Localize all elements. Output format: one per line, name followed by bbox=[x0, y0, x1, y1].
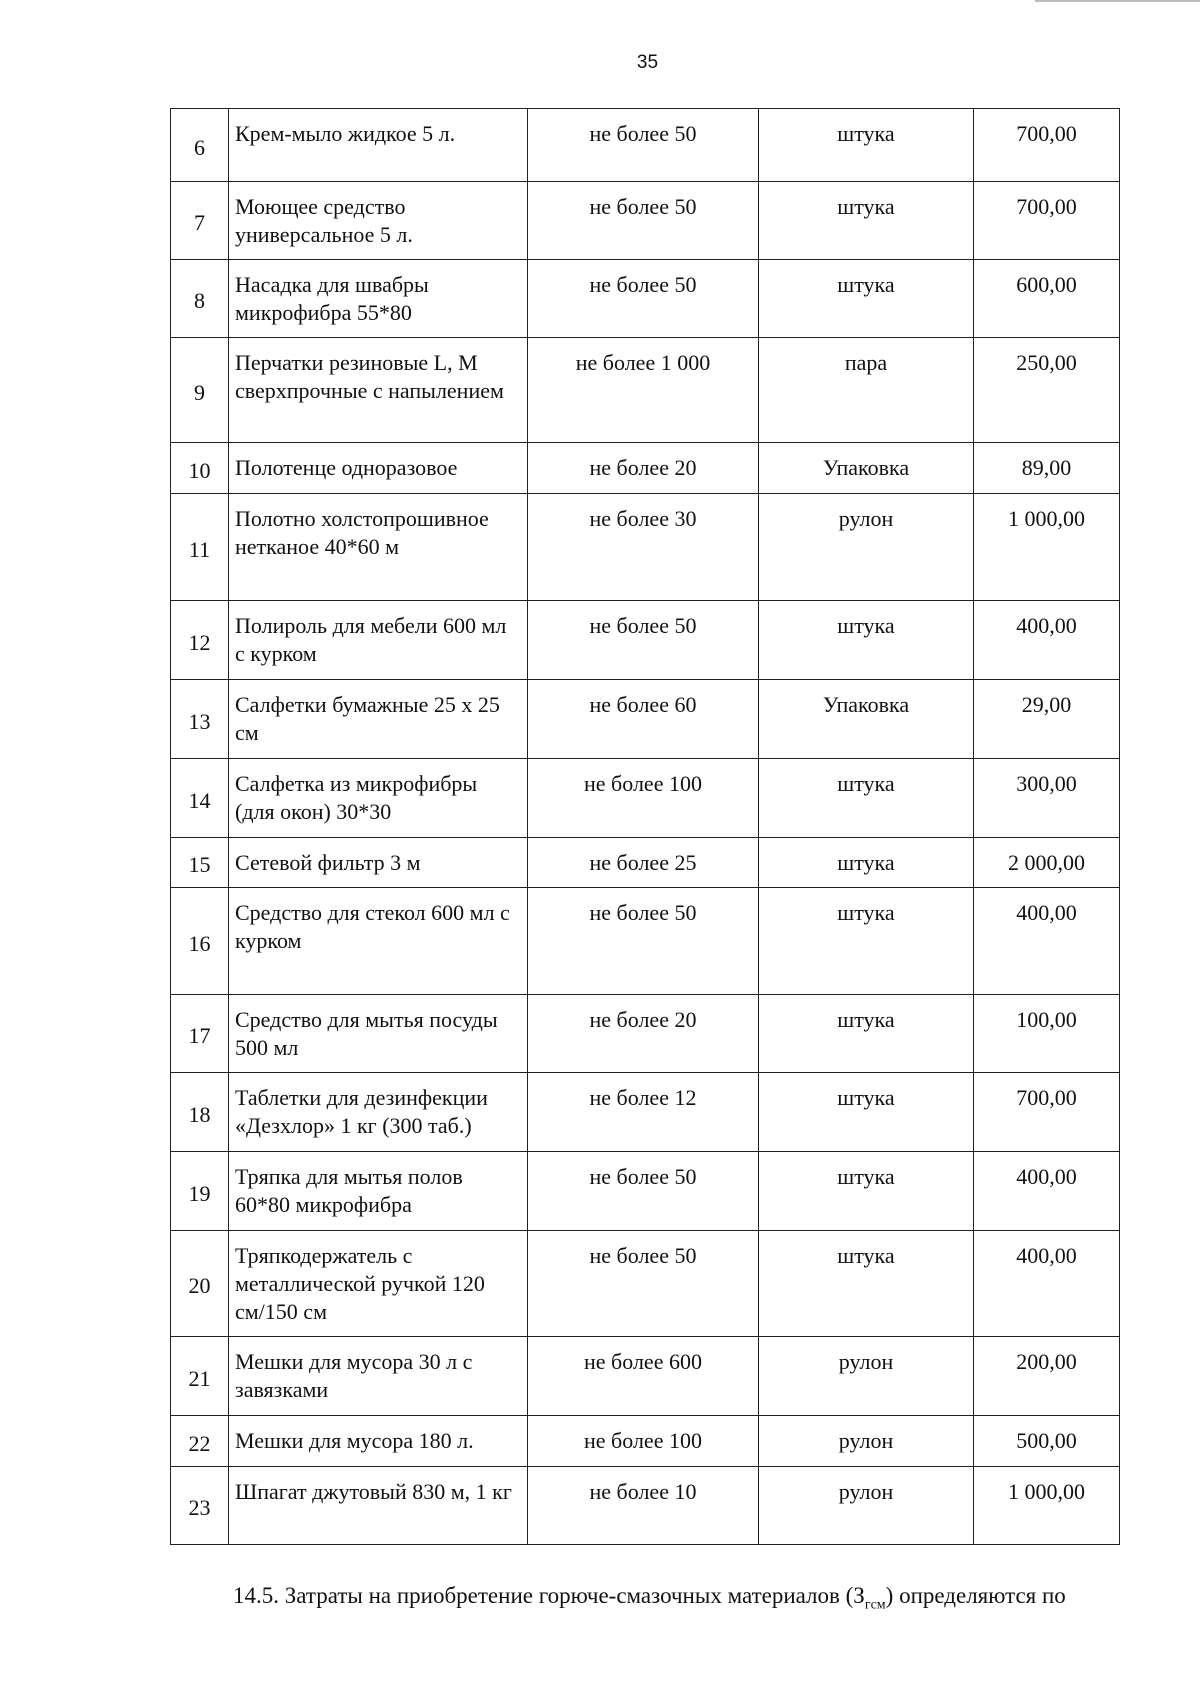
item-quantity: не более 30 bbox=[528, 494, 759, 601]
item-name: Шпагат джутовый 830 м, 1 кг bbox=[229, 1467, 528, 1545]
table-body bbox=[171, 109, 1120, 1545]
item-unit: штука bbox=[759, 838, 974, 888]
item-price: 700,00 bbox=[974, 182, 1120, 260]
item-name: Моющее средство универсальное 5 л. bbox=[229, 182, 528, 260]
item-unit: штука bbox=[759, 109, 974, 182]
table-row bbox=[171, 1073, 1120, 1152]
item-unit: штука bbox=[759, 260, 974, 338]
item-unit: Упаковка bbox=[759, 680, 974, 759]
row-number: 14 bbox=[171, 759, 229, 838]
row-number: 23 bbox=[171, 1467, 229, 1545]
table-row bbox=[171, 680, 1120, 759]
item-name: Полотенце одноразовое bbox=[229, 443, 528, 494]
item-quantity: не более 50 bbox=[528, 109, 759, 182]
table-row bbox=[171, 182, 1120, 260]
table-row bbox=[171, 443, 1120, 494]
paragraph-14-5 bbox=[233, 1583, 1133, 1614]
table-row bbox=[171, 759, 1120, 838]
table-row bbox=[171, 1337, 1120, 1416]
item-price: 500,00 bbox=[974, 1416, 1120, 1467]
item-quantity: не более 20 bbox=[528, 995, 759, 1073]
item-price: 100,00 bbox=[974, 995, 1120, 1073]
item-name: Полироль для мебели 600 мл с курком bbox=[229, 601, 528, 680]
row-number: 17 bbox=[171, 995, 229, 1073]
scan-edge-rule bbox=[1035, 0, 1200, 2]
item-price: 400,00 bbox=[974, 888, 1120, 995]
item-price: 400,00 bbox=[974, 601, 1120, 680]
item-name: Средство для мытья посуды 500 мл bbox=[229, 995, 528, 1073]
row-number: 16 bbox=[171, 888, 229, 995]
item-name: Мешки для мусора 180 л. bbox=[229, 1416, 528, 1467]
paragraph-text-end: ) определяются по bbox=[885, 1583, 1066, 1608]
item-unit: рулон bbox=[759, 494, 974, 601]
item-quantity: не более 50 bbox=[528, 260, 759, 338]
item-name: Тряпкодержатель с металлической ручкой 120 см/150 см bbox=[229, 1231, 528, 1337]
item-price: 2 000,00 bbox=[974, 838, 1120, 888]
item-price: 700,00 bbox=[974, 1073, 1120, 1152]
supplies-table bbox=[170, 108, 1120, 1545]
item-name: Таблетки для дезинфекции «Дезхлор» 1 кг (300 таб.) bbox=[229, 1073, 528, 1152]
row-number: 15 bbox=[171, 838, 229, 888]
item-quantity: не более 100 bbox=[528, 759, 759, 838]
item-price: 250,00 bbox=[974, 338, 1120, 443]
item-name: Сетевой фильтр 3 м bbox=[229, 838, 528, 888]
item-unit: пара bbox=[759, 338, 974, 443]
row-number: 12 bbox=[171, 601, 229, 680]
row-number: 18 bbox=[171, 1073, 229, 1152]
item-name: Салфетки бумажные 25 х 25 см bbox=[229, 680, 528, 759]
item-price: 700,00 bbox=[974, 109, 1120, 182]
table-row bbox=[171, 494, 1120, 601]
item-unit: штука bbox=[759, 1231, 974, 1337]
item-price: 400,00 bbox=[974, 1231, 1120, 1337]
item-name: Мешки для мусора 30 л с завязками bbox=[229, 1337, 528, 1416]
item-quantity: не более 10 bbox=[528, 1467, 759, 1545]
table-row bbox=[171, 260, 1120, 338]
item-quantity: не более 50 bbox=[528, 1231, 759, 1337]
table-row bbox=[171, 1152, 1120, 1231]
item-name: Тряпка для мытья полов 60*80 микрофибра bbox=[229, 1152, 528, 1231]
row-number: 19 bbox=[171, 1152, 229, 1231]
table-row bbox=[171, 995, 1120, 1073]
row-number: 21 bbox=[171, 1337, 229, 1416]
item-price: 1 000,00 bbox=[974, 1467, 1120, 1545]
item-name: Средство для стекол 600 мл с курком bbox=[229, 888, 528, 995]
item-quantity: не более 50 bbox=[528, 601, 759, 680]
item-name: Салфетка из микрофибры (для окон) 30*30 bbox=[229, 759, 528, 838]
row-number: 9 bbox=[171, 338, 229, 443]
item-unit: штука bbox=[759, 601, 974, 680]
row-number: 8 bbox=[171, 260, 229, 338]
item-price: 300,00 bbox=[974, 759, 1120, 838]
item-unit: штука bbox=[759, 1073, 974, 1152]
table-row bbox=[171, 888, 1120, 995]
item-quantity: не более 100 bbox=[528, 1416, 759, 1467]
table-row bbox=[171, 1416, 1120, 1467]
item-unit: рулон bbox=[759, 1467, 974, 1545]
item-name: Насадка для швабры микрофибра 55*80 bbox=[229, 260, 528, 338]
item-unit: штука bbox=[759, 888, 974, 995]
row-number: 10 bbox=[171, 443, 229, 494]
item-price: 29,00 bbox=[974, 680, 1120, 759]
table-row bbox=[171, 838, 1120, 888]
item-quantity: не более 60 bbox=[528, 680, 759, 759]
item-quantity: не более 50 bbox=[528, 182, 759, 260]
item-price: 1 000,00 bbox=[974, 494, 1120, 601]
table-row bbox=[171, 338, 1120, 443]
item-quantity: не более 25 bbox=[528, 838, 759, 888]
item-quantity: не более 50 bbox=[528, 1152, 759, 1231]
item-unit: штука bbox=[759, 1152, 974, 1231]
page-number: 35 bbox=[636, 52, 659, 73]
table-row bbox=[171, 109, 1120, 182]
item-price: 600,00 bbox=[974, 260, 1120, 338]
item-price: 89,00 bbox=[974, 443, 1120, 494]
table-row bbox=[171, 601, 1120, 680]
item-unit: рулон bbox=[759, 1416, 974, 1467]
paragraph-subscript: гсм bbox=[864, 1597, 886, 1613]
item-unit: штука bbox=[759, 182, 974, 260]
item-name: Полотно холстопрошивное нетканое 40*60 м bbox=[229, 494, 528, 601]
item-quantity: не более 600 bbox=[528, 1337, 759, 1416]
item-name: Перчатки резиновые L, M сверхпрочные с напылением bbox=[229, 338, 528, 443]
table-row bbox=[171, 1467, 1120, 1545]
item-name: Крем-мыло жидкое 5 л. bbox=[229, 109, 528, 182]
item-quantity: не более 50 bbox=[528, 888, 759, 995]
paragraph-text-start: 14.5. Затраты на приобретение горюче-смазочных материалов (З bbox=[233, 1583, 865, 1608]
row-number: 11 bbox=[171, 494, 229, 601]
item-unit: рулон bbox=[759, 1337, 974, 1416]
item-unit: Упаковка bbox=[759, 443, 974, 494]
row-number: 7 bbox=[171, 182, 229, 260]
item-price: 200,00 bbox=[974, 1337, 1120, 1416]
row-number: 20 bbox=[171, 1231, 229, 1337]
item-price: 400,00 bbox=[974, 1152, 1120, 1231]
item-unit: штука bbox=[759, 759, 974, 838]
row-number: 6 bbox=[171, 109, 229, 182]
item-quantity: не более 20 bbox=[528, 443, 759, 494]
item-quantity: не более 12 bbox=[528, 1073, 759, 1152]
item-quantity: не более 1 000 bbox=[528, 338, 759, 443]
row-number: 13 bbox=[171, 680, 229, 759]
row-number: 22 bbox=[171, 1416, 229, 1467]
item-unit: штука bbox=[759, 995, 974, 1073]
table-row bbox=[171, 1231, 1120, 1337]
